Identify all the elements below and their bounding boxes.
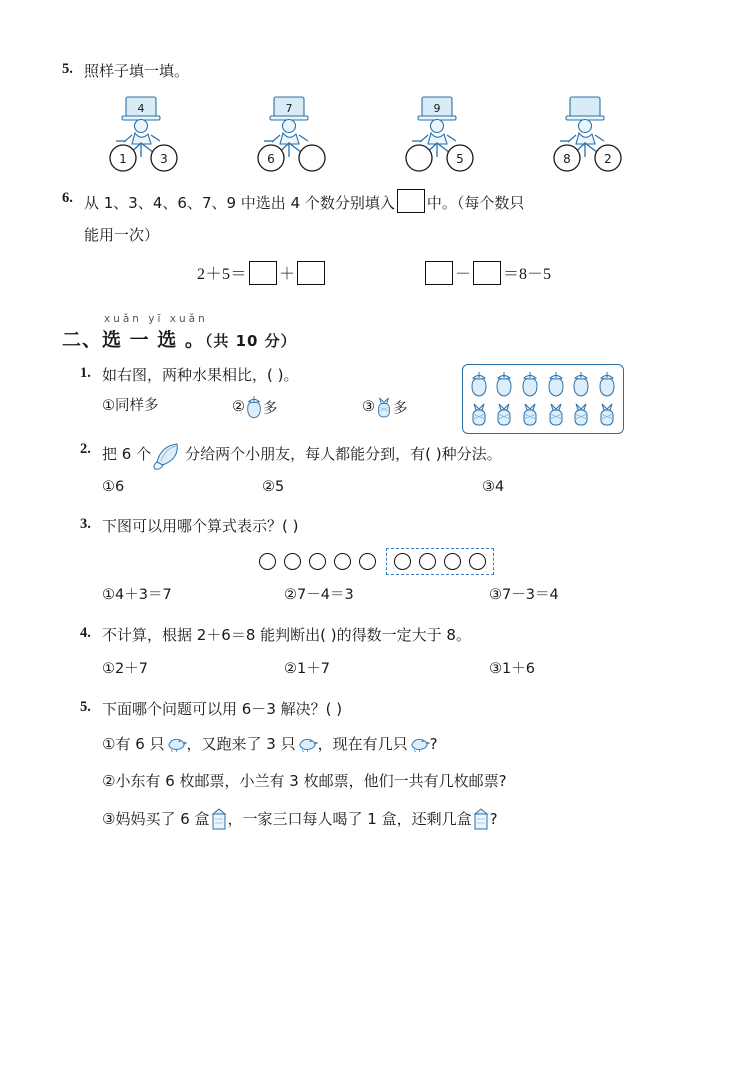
s2q2-text-a: 把 6 个: [102, 445, 152, 464]
section2-question-5: [62, 698, 686, 832]
strawberry-icon: [245, 395, 263, 419]
question-5-number: 5.: [62, 61, 73, 77]
bike-right-number: 5: [456, 152, 464, 167]
bird-icon: [165, 734, 187, 754]
section2-question-2: [62, 440, 686, 495]
bike-figure: [240, 95, 360, 173]
section2-question-1: [62, 364, 686, 420]
question-5: [62, 60, 686, 83]
s2q5-option-3[interactable]: [62, 807, 686, 831]
s2q1-option-3[interactable]: [362, 394, 408, 420]
equation-1-plus: ＋: [278, 266, 295, 284]
pineapple-row: [466, 399, 620, 429]
s2q3-option-3[interactable]: ③7－3＝4: [489, 587, 559, 604]
bike-figure: [92, 95, 212, 173]
s2q5-option-3-b: ，一家三口每人喝了 1 盒，还剩几盒: [227, 809, 472, 828]
s2q1-option-3-suffix: 多: [393, 400, 408, 417]
bike-figure-group: [62, 95, 686, 173]
question-6: [62, 189, 686, 247]
bike-right-number: 3: [160, 152, 168, 167]
s2q3-number: 3.: [80, 516, 91, 532]
s2q3-prompt: [62, 515, 686, 538]
strawberry-row: [466, 369, 620, 399]
s2q1-option-2-label: ②: [232, 399, 245, 415]
section-2-points: （共 10 分）: [204, 331, 297, 350]
fruit-comparison-figure: [462, 364, 624, 434]
question-6-text-c: 能用一次）: [84, 225, 160, 244]
s2q4-text: 不计算，根据 2＋6＝8 能判断出( )的得数一定大于 8。: [102, 626, 471, 645]
s2q5-option-2[interactable]: ②小东有 6 枚邮票，小兰有 3 枚邮票，他们一共有几枚邮票?: [102, 772, 507, 790]
bird-icon: [408, 734, 430, 754]
s2q5-prompt: [62, 698, 686, 721]
s2q2-option-2[interactable]: ②5: [262, 479, 285, 495]
dashed-selection-group: [386, 548, 494, 575]
answer-box[interactable]: [297, 261, 325, 285]
bike-left-number: 1: [119, 152, 127, 167]
s2q4-options: [62, 657, 686, 678]
s2q3-option-2[interactable]: ②7－4＝3: [284, 587, 354, 604]
s2q5-option-1-b: ，又跑来了 3 只: [186, 734, 296, 753]
s2q3-option-1[interactable]: ①4＋3＝7: [102, 587, 172, 604]
question-6-text-a: 从 1、3、4、6、7、9 中选出 4 个数分别填入: [84, 194, 395, 213]
s2q3-circle-figure: [62, 548, 686, 575]
s2q5-option-3-a: ③妈妈买了 6 盒: [102, 809, 210, 828]
s2q4-number: 4.: [80, 625, 91, 642]
circle-dot: [359, 553, 376, 570]
bird-icon: [296, 734, 318, 754]
s2q2-options: [62, 479, 686, 495]
bike-figure: [536, 95, 656, 173]
section2-question-4: [62, 624, 686, 677]
s2q5-text: 下面哪个问题可以用 6－3 解决？( ): [102, 699, 343, 718]
s2q1-option-2-suffix: 多: [263, 400, 278, 417]
section-2-heading: [62, 313, 686, 352]
s2q5-option-1-d: ?: [429, 734, 438, 753]
milk-carton-icon: [472, 807, 490, 831]
answer-box[interactable]: [397, 189, 425, 213]
bike-left-number: 6: [267, 152, 275, 167]
question-6-text-c-line: [84, 224, 524, 247]
question-5-text: 照样子填一填。: [84, 62, 190, 80]
s2q1-number: 1.: [80, 364, 91, 381]
s2q2-option-3[interactable]: ③4: [482, 479, 505, 495]
s2q5-option-3-c: ?: [489, 809, 498, 828]
s2q4-option-2[interactable]: ②1＋7: [284, 660, 330, 677]
s2q5-option-1-a: ①有 6 只: [102, 734, 165, 753]
s2q1-option-2[interactable]: [232, 394, 362, 420]
answer-box[interactable]: [249, 261, 277, 285]
s2q5-option-1-c: ，现在有几只: [317, 734, 408, 753]
s2q2-text: [102, 440, 502, 470]
corn-icon: [151, 440, 185, 470]
s2q1-option-1[interactable]: ①同样多: [102, 398, 159, 414]
circle-dot: [334, 553, 351, 570]
s2q4-prompt: [62, 624, 686, 647]
s2q1-option-3-label: ③: [362, 399, 375, 415]
circle-dot: [284, 553, 301, 570]
question-6-number: 6.: [62, 190, 73, 207]
circle-dot: [259, 553, 276, 570]
circle-dot: [394, 553, 411, 570]
question-6-text-b: 中。（每个数只: [426, 194, 525, 213]
s2q2-number: 2.: [80, 441, 91, 457]
s2q3-options: [62, 583, 686, 604]
s2q2-option-1[interactable]: ①6: [102, 479, 125, 495]
equation-2-right: ＝8－5: [503, 266, 552, 284]
bike-top-number: 9: [433, 102, 441, 116]
s2q5-number: 5.: [80, 698, 91, 715]
section-2-title-row: [62, 325, 686, 352]
section2-question-3: [62, 515, 686, 604]
s2q4-option-3[interactable]: ③1＋6: [489, 660, 535, 677]
bike-figure: [388, 95, 508, 173]
circle-dot: [444, 553, 461, 570]
answer-box[interactable]: [473, 261, 501, 285]
s2q1-text: 如右图，两种水果相比，( )。: [102, 365, 299, 384]
s2q2-text-b: 分给两个小朋友，每人都能分到，有( )种分法。: [185, 445, 502, 464]
section-2-title: 二、选 一 选 。: [62, 328, 205, 351]
circle-dot: [469, 553, 486, 570]
answer-box[interactable]: [425, 261, 453, 285]
s2q2-prompt: [62, 440, 686, 470]
bike-top-number: 4: [137, 102, 145, 116]
s2q4-option-1[interactable]: ①2＋7: [102, 660, 148, 677]
s2q5-option-1[interactable]: [62, 733, 686, 756]
s2q3-text: 下图可以用哪个算式表示？( ): [102, 517, 299, 535]
equation-1-left: 2＋5＝: [196, 266, 247, 284]
question-6-text: [84, 189, 524, 247]
bike-top-number: 7: [285, 102, 293, 116]
bike-left-number: 8: [563, 152, 571, 167]
section-2-pinyin: xuǎn yī xuǎn: [104, 312, 208, 325]
question-6-equations: [62, 261, 686, 285]
bike-right-number: 2: [604, 152, 612, 167]
pineapple-icon: [375, 394, 393, 420]
circle-dot: [419, 553, 436, 570]
equation-2-minus: －: [455, 266, 472, 284]
milk-carton-icon: [210, 807, 228, 831]
circle-dot: [309, 553, 326, 570]
